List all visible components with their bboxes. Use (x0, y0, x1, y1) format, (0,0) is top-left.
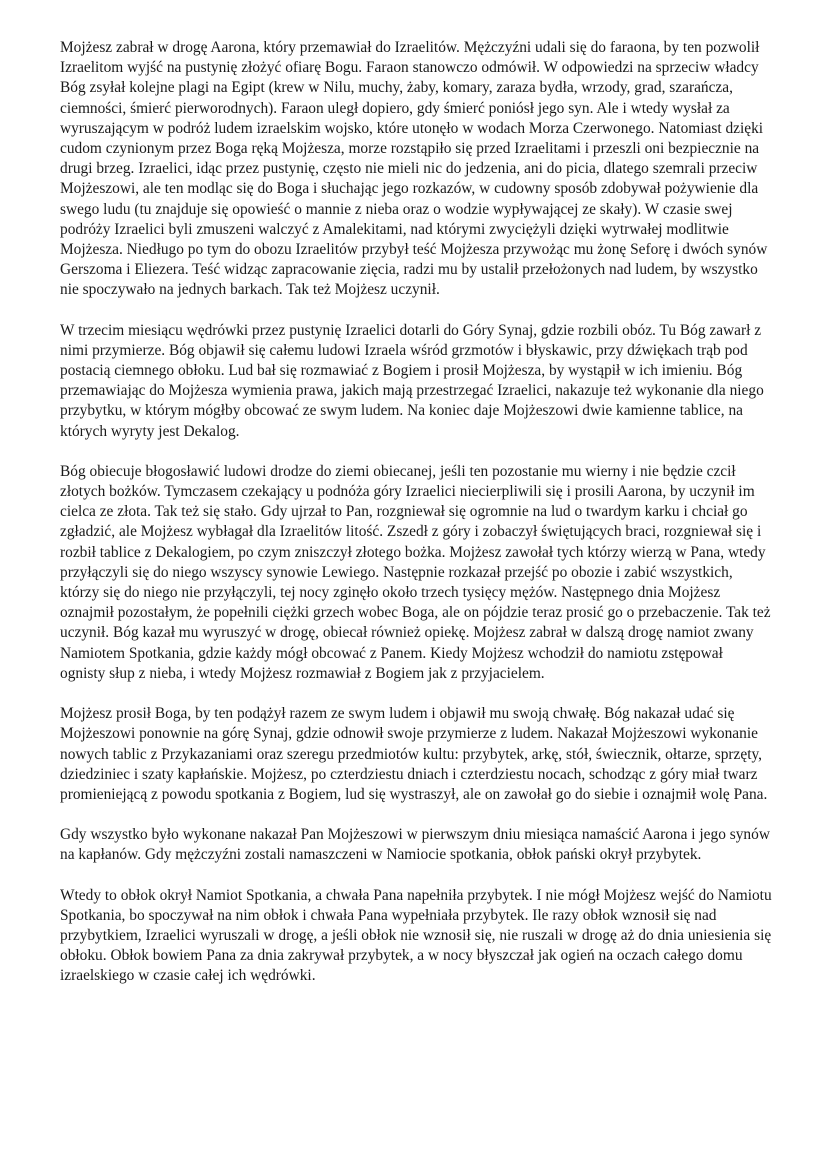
paragraph-2: W trzecim miesiącu wędrówki przez pustynię Izraelici dotarli do Góry Synaj, gdzie rozbili obóz. Tu Bóg zawarł z nimi przymierze. Bóg objawił się całemu ludowi Izraela wśród grzmotów i błyskawic, przy dźwiękach trąb pod postacią ciemnego obłoku. Lud bał się rozmawiać z Bogiem i prosił Mojżesza, by wystąpił w ich imieniu. Bóg przemawiając do Mojżesza wymienia prawa, jakich mają przestrzegać Izraelici, nakazuje też wykonanie dla niego przybytku, w którym mógłby obcować ze swym ludem. Na koniec daje Mojżeszowi dwie kamienne tablice, na których wyryty jest Dekalog. (60, 321, 764, 440)
paragraph-4: Mojżesz prosił Boga, by ten podążył razem ze swym ludem i objawił mu swoją chwałę. Bóg nakazał udać się Mojżeszowi ponownie na górę Synaj, gdzie odnowił swoje przymierze z ludem. Nakazał Mojżeszowi wykonanie nowych tablic z Przykazaniami oraz szeregu przedmiotów kultu: przybytek, arkę, stół, świecznik, ołtarze, sprzęty, dziedziniec i szaty kapłańskie. Mojżesz, po czterdziestu dniach i czterdziestu nocach, schodząc z góry miał twarz promieniejącą z powodu spotkania z Bogiem, lud się wystraszył, ale on zawołał go do siebie i oznajmił wolę Pana. (60, 705, 768, 803)
paragraph-5: Gdy wszystko było wykonane nakazał Pan Mojżeszowi w pierwszym dniu miesiąca namaścić Aarona i jego synów na kapłanów. Gdy mężczyźni zostali namaszczeni w Namiocie spotkania, obłok pański okrył przybytek. (60, 826, 770, 864)
paragraph-3: Bóg obiecuje błogosławić ludowi drodze do ziemi obiecanej, jeśli ten pozostanie mu wierny i nie będzie czcił złotych bożków. Tymczasem czekający u podnóża góry Izraelici niecierpliwili się i prosili Aarona, by uczynił im cielca ze złota. Tak też się stało. Gdy ujrzał to Pan, rozgniewał się ogromnie na lud o twardym karku i chciał go zgładzić, ale Mojżesz wybłagał dla Izraelitów litość. Zszedł z góry i zobaczył świętujących braci, rozgniewał się i rozbił tablice z Dekalogiem, po czym zniszczył złotego bożka. Mojżesz zawołał tych którzy wierzą w Pana, wtedy przyłączyli się do niego wszyscy synowie Lewiego. Następnie rozkazał przejść po obozie i zabić wszystkich, którzy się do niego nie przyłączyli, tej nocy zginęło około trzech tysięcy mężów. Następnego dnia Mojżesz oznajmił pozostałym, że popełnili ciężki grzech wobec Boga, ale on pójdzie teraz prosić go o przebaczenie. Tak też uczynił. Bóg kazał mu wyruszyć w drogę, obiecał również opiekę. Mojżesz zabrał w dalszą drogę namiot zwany Namiotem Spotkania, gdzie każdy mógł obcować z Panem. Kiedy Mojżesz wchodził do namiotu zstępował ognisty słup z nieba, i wtedy Mojżesz rozmawiał z Bogiem jak z przyjacielem. (60, 462, 771, 682)
document-page (60, 38, 772, 1007)
paragraph-6: Wtedy to obłok okrył Namiot Spotkania, a chwała Pana napełniła przybytek. I nie mógł Mojżesz wejść do Namiotu Spotkania, bo spoczywał na nim obłok i chwała Pana wypełniała przybytek. Ile razy obłok wznosił się nad przybytkiem, Izraelici wyruszali w drogę, a jeśli obłok nie wznosił się, nie ruszali w drogę aż do dnia uniesienia się obłoku. Obłok bowiem Pana za dnia zakrywał przybytek, a w nocy błyszczał jak ogień na oczach całego domu izraelskiego w czasie całej ich wędrówki. (60, 886, 772, 985)
paragraph-1: Mojżesz zabrał w drogę Aarona, który przemawiał do Izraelitów. Mężczyźni udali się do faraona, by ten pozwolił Izraelitom wyjść na pustynię złożyć ofiarę Bogu. Faraon stanowczo odmówił. W odpowiedzi na sprzeciw władcy Bóg zsyłał kolejne plagi na Egipt (krew w Nilu, muchy, żaby, komary, zaraza bydła, wrzody, grad, szarańcza, ciemności, śmierć pierworodnych). Faraon uległ dopiero, gdy śmierć poniósł jego syn. Ale i wtedy wysłał za wyruszającym w podróż ludem izraelskim wojsko, które utonęło w wodach Morza Czerwonego. Natomiast dzięki cudom czynionym przez Boga ręką Mojżesza, morze rozstąpiło się przed Izraelitami i przeszli oni bezpiecznie na drugi brzeg. Izraelici, idąc przez pustynię, często nie mieli nic do jedzenia, ani do picia, dlatego szemrali przeciw Mojżeszowi, ale ten modląc się do Boga i słuchając jego rozkazów, w cudowny sposób zdobywał pożywienie dla swego ludu (tu znajduje się opowieść o mannie z nieba oraz o wodzie wypływającej ze skały). W czasie swej podróży Izraelici byli zmuszeni walczyć z Amalekitami, nad którymi zwyciężyli dzięki wytrwałej modlitwie Mojżesza. Niedługo po tym do obozu Izraelitów przybył teść Mojżesza przywożąc mu żonę Seforę i dwóch synów Gerszoma i Eliezera. Teść widząc zapracowanie zięcia, radzi mu by ustalił przełożonych nad ludem, by wszystko nie spoczywało na jednych barkach. Tak też Mojżesz uczynił. (60, 39, 768, 299)
